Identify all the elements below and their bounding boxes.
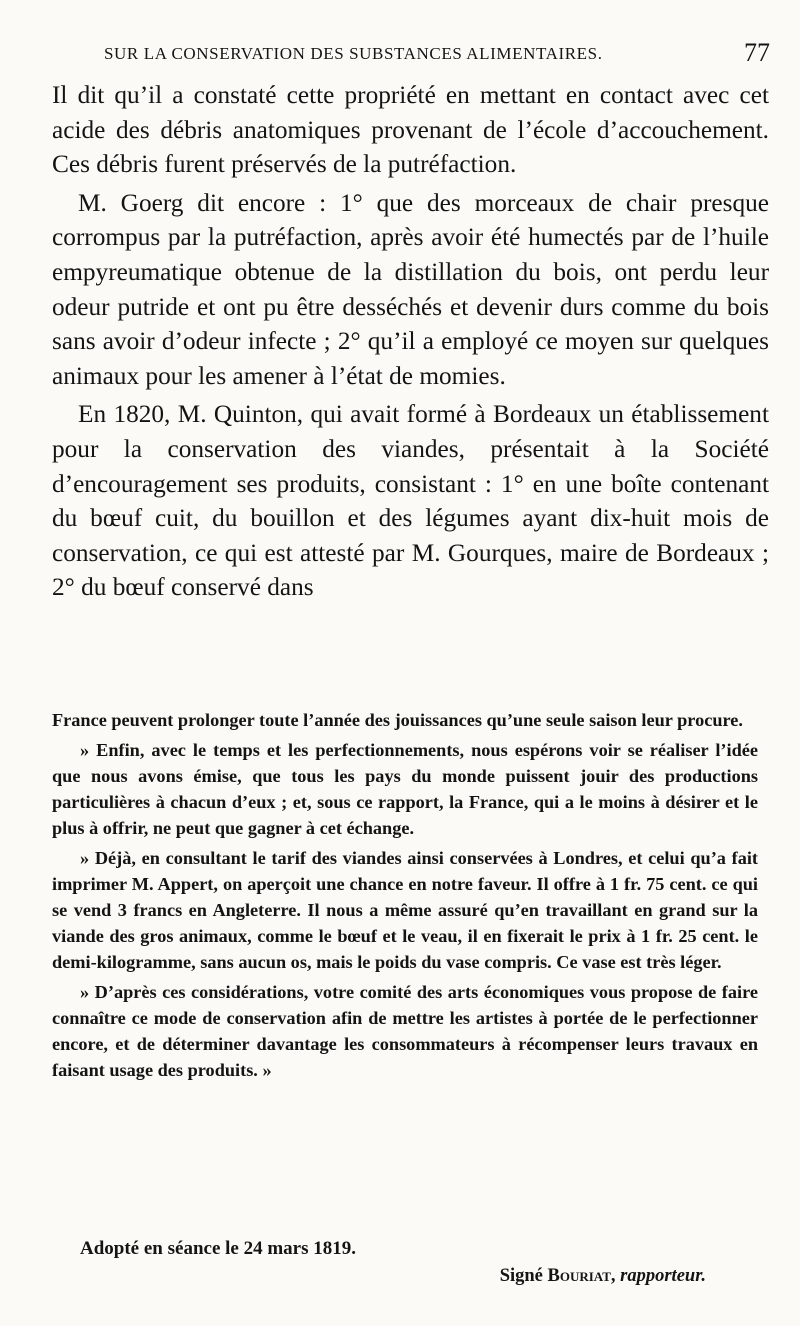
signer-role: rapporteur. (620, 1266, 706, 1286)
report-paragraph-conclusion: » D’après ces considérations, votre comité des arts économiques vous propose de faire connaître ce mode de conservation afin de mettre les artistes à portée de le perfectionner encore, et de déterminer davantage les consommateurs à récompenser leurs travaux en faisant usage des produits. » (52, 982, 758, 1080)
report-paragraph-enfin: » Enfin, avec le temps et les perfectionnements, nous espérons voir se réaliser l’idée que nous avons émise, que tous les pays du monde puissent jouir des productions particulières à chacun d’eux ; et, sous ce rapport, la France, qui a le moins à désirer et le plus à offrir, ne peut que gagner à cet échange. (52, 740, 758, 838)
report-paragraph-france: France peuvent prolonger toute l’année des jouissances qu’une seule saison leur procure. (52, 710, 743, 730)
paragraph-goerg-oil: M. Goerg dit encore : 1° que des morceaux de chair presque corrompus par la putréfaction, après avoir été humectés par de l’huile empyreumatique obtenue de la distillation du bois, ont perdu leur odeur putride et ont pu être desséchés et devenir durs comme du bois sans avoir d’odeur infecte ; 2° qu’il a employé ce moyen sur quelques animaux pour les amener à l’état de momies. (52, 188, 769, 390)
report-text (52, 707, 758, 1083)
main-text (52, 78, 769, 605)
signer-name: Bouriat (547, 1266, 611, 1286)
running-head (104, 38, 774, 67)
running-title: SUR LA CONSERVATION DES SUBSTANCES ALIMENTAIRES. (104, 44, 603, 63)
signature-line: Signé Bouriat, rapporteur. (499, 1266, 706, 1286)
paragraph-goerg-acid: Il dit qu’il a constaté cette propriété en mettant en contact avec cet acide des débris anatomiques provenant de l’école d’accouchement. Ces débris furent préservés de la putréfaction. (52, 81, 769, 179)
paragraph-quinton: En 1820, M. Quinton, qui avait formé à Bordeaux un établissement pour la conservation des viandes, présentait à la Société d’encouragement ses produits, consistant : 1° en une boîte contenant du bœuf cuit, du bouillon et des légumes ayant dix-huit mois de conservation, ce qui est attesté par M. Gourques, maire de Bordeaux ; 2° du bœuf conservé dans (52, 400, 769, 602)
report-paragraph-deja: » Déjà, en consultant le tarif des viandes ainsi conservées à Londres, et celui qu’a fait imprimer M. Appert, on aperçoit une chance en notre faveur. Il offre à 1 fr. 75 cent. ce qui se vend 3 francs en Angleterre. Il nous a même assuré qu’en travaillant en grand sur la viande des gros animaux, comme le bœuf et le veau, il en fixerait le prix à 1 fr. 25 cent. le demi-kilogramme, sans aucun os, mais le poids du vase compris. Ce vase est très léger. (52, 848, 758, 972)
page-number: 77 (744, 38, 770, 67)
signed-prefix: Signé (499, 1266, 543, 1286)
adoption-line: Adopté en séance le 24 mars 1819. (80, 1238, 356, 1259)
